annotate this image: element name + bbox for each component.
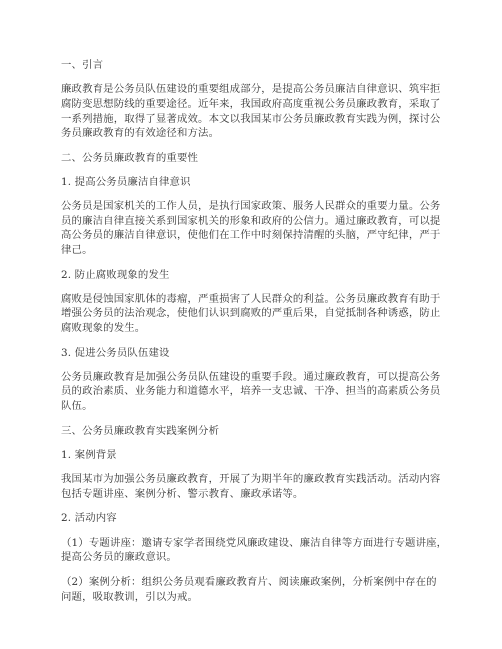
paragraph-line: 腐败现象的发生。 — [61, 322, 146, 334]
paragraph-line: 公务员廉政教育是加强公务员队伍建设的重要手段。通过廉政教育，可以提高公务 — [61, 371, 441, 383]
subsection-heading: 2. 防止腐败现象的发生 — [61, 269, 170, 281]
paragraph-line: 包括专题讲座、案例分析、警示教育、廉政承诺等。 — [61, 488, 304, 500]
paragraph-line: 高公务员的廉洁自律意识，使他们在工作中时刻保持清醒的头脑，严守纪律，严于 — [61, 229, 441, 241]
subsection-heading: 1. 案例背景 — [61, 449, 117, 461]
paragraph-line: （2）案例分析：组织公务员观看廉政教育片、阅读廉政案例，分析案例中存在的 — [61, 576, 437, 588]
section-heading: 二、公务员廉政教育的重要性 — [61, 152, 199, 164]
subsection-heading: 3. 促进公务员队伍建设 — [61, 347, 170, 359]
section-heading: 三、公务员廉政教育实践案例分析 — [61, 425, 220, 437]
subsection-heading: 2. 活动内容 — [61, 512, 117, 524]
paragraph-line: 提高公务员的廉政意识。 — [61, 551, 177, 563]
paragraph-line: 问题，吸取教训，引以为戒。 — [61, 591, 199, 603]
paragraph-line: 腐防变思想防线的重要途径。近年来，我国政府高度重视公务员廉政教育，采取了 — [61, 98, 441, 110]
paragraph-line: 员的廉洁自律直接关系到国家机关的形象和政府的公信力。通过廉政教育，可以提 — [61, 215, 441, 227]
section-heading: 一、引言 — [61, 59, 104, 71]
paragraph-line: （1）专题讲座：邀请专家学者围绕党风廉政建设、廉洁自律等方面进行专题讲座， — [61, 537, 448, 549]
paragraph-line: 务员廉政教育的有效途径和方法。 — [61, 127, 220, 139]
paragraph-line: 队伍。 — [61, 400, 93, 412]
paragraph-line: 公务员是国家机关的工作人员，是执行国家政策、服务人民群众的重要力量。公务 — [61, 200, 441, 212]
paragraph-line: 增强公务员的法治观念，使他们认识到腐败的严重后果，自觉抵制各种诱惑，防止 — [61, 307, 441, 319]
paragraph-line: 员的政治素质、业务能力和道德水平，培养一支忠诚、干净、担当的高素质公务员 — [61, 385, 441, 397]
paragraph-line: 我国某市为加强公务员廉政教育，开展了为期半年的廉政教育实践活动。活动内容 — [61, 473, 441, 485]
paragraph-line: 一系列措施，取得了显著成效。本文以我国某市公务员廉政教育实践为例，探讨公 — [61, 113, 441, 125]
subsection-heading: 1. 提高公务员廉洁自律意识 — [61, 176, 191, 188]
paragraph-line: 廉政教育是公务员队伍建设的重要组成部分，是提高公务员廉洁自律意识、筑牢拒 — [61, 83, 441, 95]
paragraph-line: 腐败是侵蚀国家肌体的毒瘤，严重损害了人民群众的利益。公务员廉政教育有助于 — [61, 293, 441, 305]
paragraph-line: 律己。 — [61, 244, 93, 256]
